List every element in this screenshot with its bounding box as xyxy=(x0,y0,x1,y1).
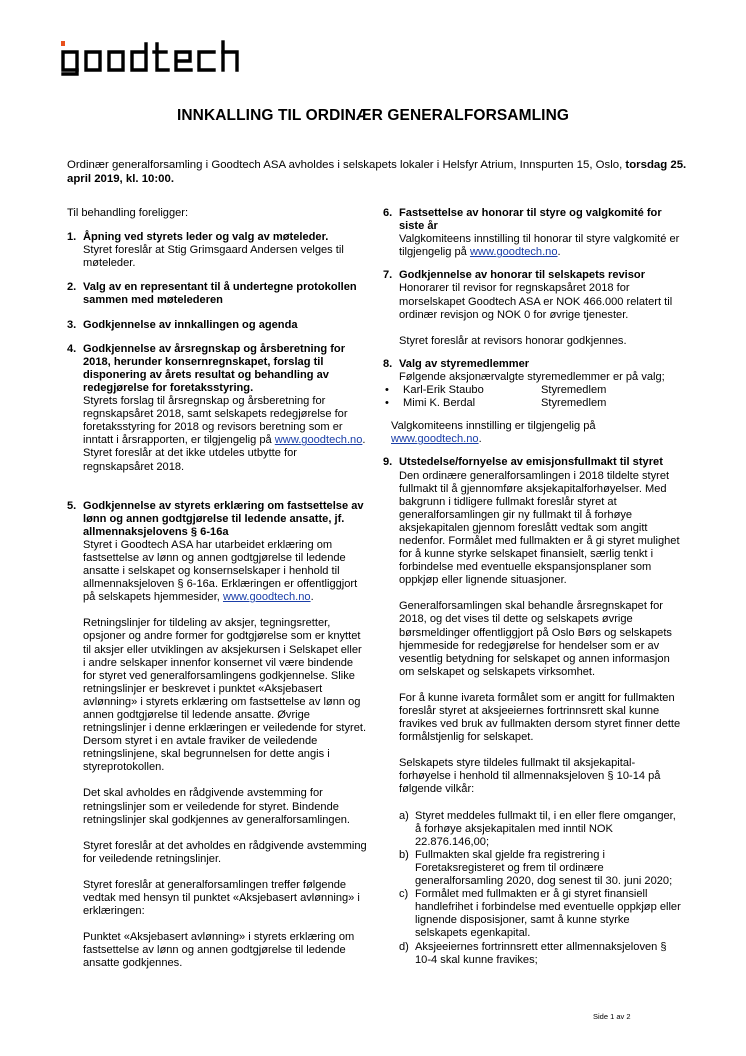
condition-letter: b) xyxy=(399,848,409,861)
list-item xyxy=(399,941,681,967)
item-paragraph xyxy=(391,420,681,446)
item-body: Styret foreslår at Stig Grimsgaard Andersen velges til møteleder. xyxy=(83,244,344,270)
goodtech-link[interactable]: www.goodtech.no xyxy=(274,434,363,447)
item-number: 1. xyxy=(67,231,77,244)
item-body: Følgende aksjonærvalgte styremedlemmer er på valg; xyxy=(399,370,665,383)
item-paragraph: Det skal avholdes en rådgivende avstemming for retningslinjer som er veiledende for styret. Bindende retningslinjer skal godkjennes av generalforsamlingen. xyxy=(83,787,351,826)
item-body-text: Valgkomiteens innstilling er tilgjengelig på xyxy=(391,420,596,433)
item-body: Honorarer til revisor for regnskapsåret 2018 for morselskapet Goodtech ASA er NOK 466.000 relatert til ordinær revisjon og NOK 0 for øvrige tjenester. xyxy=(399,282,673,321)
member-role: Styremedlem xyxy=(541,384,607,397)
item-heading: Godkjennelse av honorar til selskapets revisor xyxy=(399,269,646,282)
item-heading: Utstedelse/fornyelse av emisjonsfullmakt til styret xyxy=(399,456,663,469)
item-number: 7. xyxy=(383,269,393,282)
member-role: Styremedlem xyxy=(541,397,607,410)
condition-letter: d) xyxy=(399,940,409,953)
item-body-text: . xyxy=(310,591,314,604)
list-item xyxy=(399,810,681,849)
item-paragraph: Selskapets styre tildeles fullmakt til aksjekapital-forhøyelse i henhold til allmennaksjeloven § 10-14 på følgende vilkår: xyxy=(399,757,661,796)
intro-text: Ordinær generalforsamling i Goodtech ASA avholdes i selskapets lokaler i Helsfyr Atrium, Innspurten 15, Oslo, xyxy=(67,159,626,171)
item-body-text: Valgkomiteens innstilling til honorar til styre valgkomité er tilgjengelig på xyxy=(399,233,680,259)
agenda-item-8 xyxy=(383,358,681,447)
item-body-text: . xyxy=(557,246,561,259)
item-paragraph: Styret foreslår at generalforsamlingen treffer følgende vedtak med hensyn til punktet «Aksjebasert avlønning» i erklæringen: xyxy=(83,878,360,918)
item-number: 6. xyxy=(383,207,393,219)
item-body xyxy=(399,233,681,259)
item-heading: Valg av en representant til å undertegne protokollen sammen med møtelederen xyxy=(83,281,357,307)
item-heading: Godkjennelse av årsregnskap og årsberetning for 2018, herunder konsernregnskapet, forslag til disponering av årets resultat og behandling av redegjørelse for foretaksstyring. xyxy=(83,342,346,394)
item-heading: Fastsettelse av honorar til styre og valgkomité for siste år xyxy=(399,207,662,233)
agenda-item-6 xyxy=(383,207,681,259)
item-number: 8. xyxy=(383,357,393,370)
agenda-right-column xyxy=(383,207,681,967)
list-item xyxy=(383,397,681,410)
condition-letter: a) xyxy=(399,809,409,822)
intro-paragraph xyxy=(67,158,697,186)
goodtech-link[interactable]: www.goodtech.no xyxy=(391,433,479,446)
item-paragraph: Punktet «Aksjebasert avlønning» i styrets erklæring om fastsettelse av lønn og annen godtgjørelse til ledende ansatte godkjennes. xyxy=(83,931,355,970)
list-item xyxy=(383,384,681,397)
condition-text: Styret meddeles fullmakt til, i en eller flere omganger, å forhøye aksjekapitalen med inntil NOK 22.876.146,00; xyxy=(415,809,676,848)
condition-text: Aksjeeiernes fortrinnsrett etter allmennaksjeloven § 10-4 skal kunne fravikes; xyxy=(415,940,667,966)
item-body-text: Styret i Goodtech ASA har utarbeidet erklæring om fastsettelse av lønn og annen godtgjørelse til ledende ansatte i selskapet og konsernselskaper i henhold til allmennaksjeloven § 6-16a. Erklæringen er offentliggjort på selskapets hjemmesider, xyxy=(83,538,358,604)
item-body xyxy=(83,395,367,474)
member-name: Karl-Erik Staubo xyxy=(403,384,484,397)
member-name: Mimi K. Berdal xyxy=(403,397,476,410)
condition-letter: c) xyxy=(399,888,409,901)
item-body xyxy=(83,539,367,604)
item-number: 5. xyxy=(67,499,77,512)
condition-list xyxy=(399,810,681,967)
item-number: 2. xyxy=(67,281,77,294)
page-number: Side 1 av 2 xyxy=(593,1012,631,1021)
item-number: 9. xyxy=(383,456,393,469)
agenda-item-7 xyxy=(383,269,681,347)
list-item xyxy=(399,849,681,888)
agenda-item-1 xyxy=(67,231,367,270)
item-heading: Godkjennelse av styrets erklæring om fastsettelse av lønn og annen godtgjørelse til ledende ansatte, jf. allmennaksjelovens § 6-16a xyxy=(83,499,364,538)
page-title: INNKALLING TIL ORDINÆR GENERALFORSAMLING xyxy=(176,107,570,124)
item-heading: Valg av styremedlemmer xyxy=(399,357,530,370)
agenda-item-9 xyxy=(383,456,681,966)
bullet-icon: • xyxy=(385,384,389,397)
agenda-item-5 xyxy=(67,500,367,971)
bullet-icon: • xyxy=(385,397,389,410)
item-number: 3. xyxy=(67,318,77,331)
agenda-item-4 xyxy=(67,343,367,474)
goodtech-logo xyxy=(60,40,244,83)
agenda-lead: Til behandling foreligger: xyxy=(67,207,189,219)
condition-text: Fullmakten skal gjelde fra registrering i Foretaksregisteret og frem til ordinære generalforsamling 2020, dog senest til 30. juni 2020; xyxy=(415,848,673,888)
item-body-text: Styrets forslag til årsregnskap og årsberetning for regnskapsåret 2018, samt selskapets redegjørelse for foretaksstyring for 2018 og revisors beretning som er inntatt i årsrapporten, er tilgjengelig på xyxy=(83,395,348,447)
intro-date: torsdag 25. april 2019, kl. 10:00. xyxy=(67,159,687,185)
item-body-text: . Styret foreslår at det ikke utdeles utbytte for regnskapsåret 2018. xyxy=(83,434,366,473)
item-body-text: . xyxy=(478,433,482,446)
item-heading: Godkjennelse av innkallingen og agenda xyxy=(83,318,298,331)
item-paragraph: Retningslinjer for tildeling av aksjer, tegningsretter, opsjoner og andre former for godtgjørelse som er knyttet til aksjer eller utviklingen av aksjekursen i Selskapet eller i andre selskaper innenfor konsernet vil være bindende for styret ved generalforsamlingens godkjennelse. Slike retningslinjer er beskrevet i punktet «Aksjebasert avlønning» i styrets erklæring om fastsettelse av lønn og annen godtgjørelse til ledende ansatte. Øvrige retningslinjer i denne erklæringen er veiledende for styret. Dersom styret i en avtale fraviker de veiledende retningslinjene, skal begrunnelsen for dette angis i styreprotokollen. xyxy=(83,617,367,774)
item-paragraph: For å kunne ivareta formålet som er angitt for fullmakten foreslår styret at aksjeeiernes fortrinnsrett skal kunne fravikes ved bruk av fullmakten dersom styret finner dette formålstjenlig for selskapet. xyxy=(399,691,681,744)
agenda-left-column xyxy=(67,207,367,971)
item-number: 4. xyxy=(67,342,77,355)
agenda-item-2 xyxy=(67,281,367,307)
agenda-item-3 xyxy=(67,319,367,332)
list-item xyxy=(399,888,681,940)
board-member-list xyxy=(383,384,681,410)
goodtech-link[interactable]: www.goodtech.no xyxy=(469,246,558,259)
item-heading: Åpning ved styrets leder og valg av møteleder. xyxy=(83,231,329,244)
item-body: Den ordinære generalforsamlingen i 2018 tildelte styret fullmakt til å gjennomføre aksjekapitalforhøyelser. Med bakgrunn i tidligere fullmakt foreslår styret at generalforsamlingen gir ny fullmakt til å forhøye aksjekapitalen gjennom foreslått vedtak som angitt nedenfor. Formålet med fullmakten er å gi styret mulighet for å kunne styrke selskapet finansielt, særlig tenkt i forbindelse med eventuelle ekspansjonsplaner som oppkjøp eller lignende situasjoner. xyxy=(399,469,680,587)
item-paragraph: Styret foreslår at det avholdes en rådgivende avstemming for veiledende retningslinjer. xyxy=(83,839,367,865)
goodtech-link[interactable]: www.goodtech.no xyxy=(222,591,311,604)
item-paragraph: Generalforsamlingen skal behandle årsregnskapet for 2018, og det vises til dette og selskapets øvrige børsmeldinger offentliggjort på Oslo Børs og selskapets hjemmeside for redegjørelse for hendelser som er av vesentlig betydning for selskapet og annen informasjon om selskapet og selskapets virksomhet. xyxy=(399,600,672,678)
item-paragraph: Styret foreslår at revisors honorar godkjennes. xyxy=(399,334,627,347)
condition-text: Formålet med fullmakten er å gi styret finansiell handlefrihet i forbindelse med eventuelle oppkjøp eller lignende disposisjoner, samt å kunne styrke selskapets egenkapital. xyxy=(415,888,681,940)
